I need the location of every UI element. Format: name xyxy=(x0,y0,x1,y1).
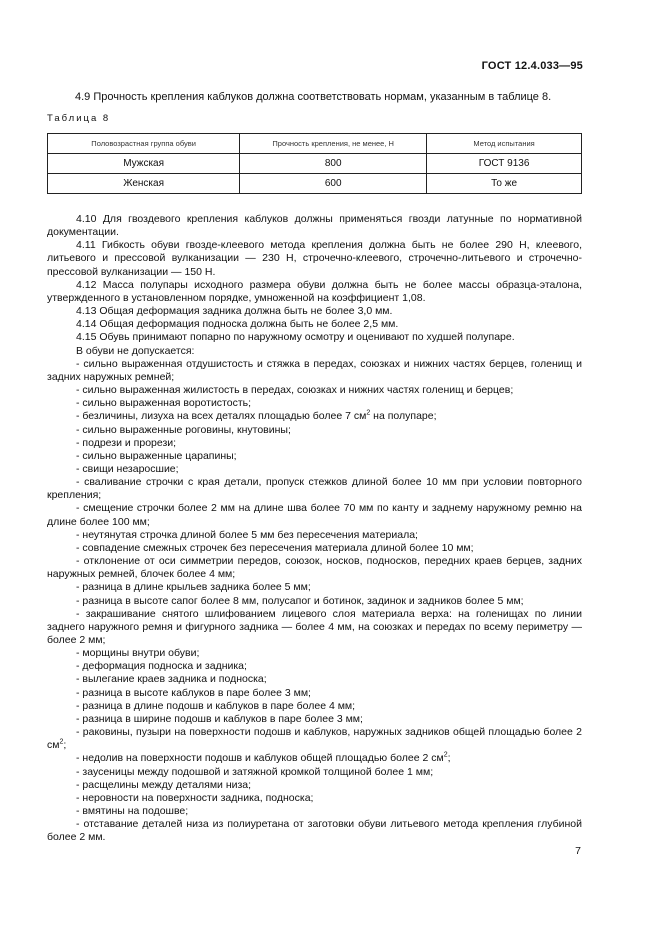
paragraph xyxy=(47,608,582,647)
paragraph-text: - расщелины между деталями низа; xyxy=(76,778,252,791)
paragraph xyxy=(47,595,582,608)
page-number: 7 xyxy=(575,845,581,857)
table-header-cell: Метод испытания xyxy=(427,134,582,154)
paragraph-text: - сильно выраженная жилистость в передах, союзках и нижних частях голенищ и берцев; xyxy=(76,384,514,397)
table-cell: Мужская xyxy=(48,154,240,174)
paragraph-text: - разница в длине подошв и каблуков в паре более 4 мм; xyxy=(76,699,356,712)
paragraph-4-9: 4.9 Прочность крепления каблуков должна соответствовать нормам, указанным в таблице 8. xyxy=(75,91,552,103)
paragraph xyxy=(47,687,582,700)
paragraph-text: - разница в длине крыльев задника более 5 мм; xyxy=(76,581,311,594)
paragraph xyxy=(47,279,582,305)
paragraph-text: - разница в ширине подошв и каблуков в паре более 3 мм; xyxy=(76,712,363,725)
paragraph xyxy=(47,384,582,397)
paragraph xyxy=(47,331,582,344)
paragraph-text: - закрашивание снятого шлифованием лицевого слоя материала верха: на голенищах по линии заднего наружного ремня и фигурного задника — более 4 мм, на союзках и передах по всему периметру — более 2 мм; xyxy=(47,607,582,646)
paragraph xyxy=(47,450,582,463)
paragraph-text: - сильно выраженные царапины; xyxy=(76,449,237,462)
paragraph-text: 4.14 Общая деформация подноска должна быть не более 2,5 мм. xyxy=(76,318,399,331)
table-cell: 800 xyxy=(240,154,427,174)
paragraph-text: В обуви не допускается: xyxy=(76,344,195,357)
paragraph-text: - недолив на поверхности подошв и каблуков общей площадью более 2 см xyxy=(76,752,444,765)
paragraph xyxy=(47,779,582,792)
paragraph xyxy=(47,647,582,660)
paragraph xyxy=(47,805,582,818)
paragraph xyxy=(47,437,582,450)
paragraph-text: - морщины внутри обуви; xyxy=(76,647,200,660)
paragraph xyxy=(47,397,582,410)
paragraph-text-tail: ; xyxy=(447,752,451,765)
paragraph-text: - смещение строчки более 2 мм на длине шва более 70 мм по канту и заднему наружному ремню на длине более 100 мм; xyxy=(47,502,582,528)
paragraph xyxy=(47,581,582,594)
table-cell: ГОСТ 9136 xyxy=(427,154,582,174)
table-cell: Женская xyxy=(48,174,240,194)
paragraph xyxy=(47,660,582,673)
table-row xyxy=(48,174,582,194)
paragraph-text: - безличины, лизуха на всех деталях площадью более 7 см xyxy=(76,410,367,423)
paragraph-text: 4.12 Масса полупары исходного размера обуви должна быть не более массы образца-эталона, утвержденного в установленном порядке, умноженной на коэффициент 1,08. xyxy=(47,278,582,304)
paragraph-text: - разница в высоте сапог более 8 мм, полусапог и ботинок, задинок и задников более 5 мм; xyxy=(76,594,524,607)
paragraph xyxy=(47,345,582,358)
paragraph xyxy=(47,358,582,384)
table-header-cell: Половозрастная группа обуви xyxy=(48,134,240,154)
paragraph-text: - подрези и прорези; xyxy=(76,436,177,449)
paragraph-text: 4.15 Обувь принимают попарно по наружному осмотру и оценивают по худшей полупаре. xyxy=(76,331,515,344)
paragraph xyxy=(47,752,582,765)
paragraph xyxy=(47,792,582,805)
paragraph-text: - сильно выраженные роговины, кнутовины; xyxy=(76,423,291,436)
paragraph-text: - заусеницы между подошвой и затяжной кромкой толщиной более 1 мм; xyxy=(76,765,434,778)
paragraph xyxy=(47,318,582,331)
paragraph xyxy=(47,424,582,437)
paragraph-text: 4.13 Общая деформация задника должна быть не более 3,0 мм. xyxy=(76,305,393,318)
superscript: 2 xyxy=(443,751,448,759)
paragraph-text: - отставание деталей низа из полиуретана от заготовки обуви литьевого метода крепления глубиной более 2 мм. xyxy=(47,818,582,844)
table-cell: То же xyxy=(427,174,582,194)
paragraph xyxy=(47,700,582,713)
paragraph xyxy=(47,713,582,726)
paragraph-text: - сильно выраженная воротистость; xyxy=(76,397,252,410)
paragraph xyxy=(47,410,582,423)
table-row xyxy=(48,154,582,174)
paragraph xyxy=(47,502,582,528)
paragraph-text: 4.10 Для гвоздевого крепления каблуков должны применяться гвозди латунные по нормативной документации. xyxy=(47,213,582,239)
paragraph-text: 4.11 Гибкость обуви гвоздe-клеевого метода крепления должна быть не более 290 Н, клеевого, литьевого и прессовой вулканизации — 230 Н, строчечно-клеевого, строчечно-литьевого и строчечно-прессовой вулканизации — 150 Н. xyxy=(47,239,582,278)
paragraph-text: - неровности на поверхности задника, подноска; xyxy=(76,791,314,804)
paragraph-text: - разница в высоте каблуков в паре более 3 мм; xyxy=(76,686,311,699)
table-header-row xyxy=(48,134,582,154)
paragraph xyxy=(47,529,582,542)
superscript: 2 xyxy=(366,409,371,417)
paragraph xyxy=(47,476,582,502)
table-caption: Таблица 8 xyxy=(47,113,111,124)
heel-strength-table xyxy=(47,133,582,194)
paragraph-text: - отклонение от оси симметрии передов, союзок, носков, подносков, передних краев берцев, задних наружных ремней, блочек более 4 мм; xyxy=(47,555,582,581)
body-text xyxy=(47,213,582,845)
paragraph-text: - неутянутая строчка длиной более 5 мм без пересечения материала; xyxy=(76,528,418,541)
paragraph xyxy=(47,555,582,581)
paragraph-text-tail: ; xyxy=(63,739,67,752)
paragraph-text: - деформация подноска и задника; xyxy=(76,660,247,673)
paragraph xyxy=(47,239,582,278)
paragraph xyxy=(47,818,582,844)
paragraph xyxy=(47,766,582,779)
paragraph-text: - совпадение смежных строчек без пересечения материала длиной более 10 мм; xyxy=(76,541,474,554)
paragraph xyxy=(47,673,582,686)
paragraph-text: - свищи незаросшие; xyxy=(76,462,179,475)
table-header-cell: Прочность крепления, не менее, Н xyxy=(240,134,427,154)
table-cell: 600 xyxy=(240,174,427,194)
paragraph-text: - вмятины на подошве; xyxy=(76,805,189,818)
paragraph-text-tail: на полупаре; xyxy=(370,410,437,423)
paragraph xyxy=(47,463,582,476)
paragraph-text: - раковины, пузыри на поверхности подошв и каблуков, наружных задников общей площадью более 2 см xyxy=(47,726,582,752)
superscript: 2 xyxy=(59,738,64,746)
document-id-header: ГОСТ 12.4.033—95 xyxy=(481,60,583,72)
paragraph-text: - вылегание краев задника и подноска; xyxy=(76,673,267,686)
paragraph xyxy=(47,542,582,555)
paragraph-text: - сильно выраженная отдушистость и стяжка в передах, союзках и нижних частях берцев, голенищ и задних наружных ремней; xyxy=(47,357,582,383)
paragraph xyxy=(47,305,582,318)
paragraph-text: - сваливание строчки с края детали, пропуск стежков длиной более 10 мм при условии повторного крепления; xyxy=(47,476,582,502)
paragraph xyxy=(47,726,582,752)
paragraph xyxy=(47,213,582,239)
